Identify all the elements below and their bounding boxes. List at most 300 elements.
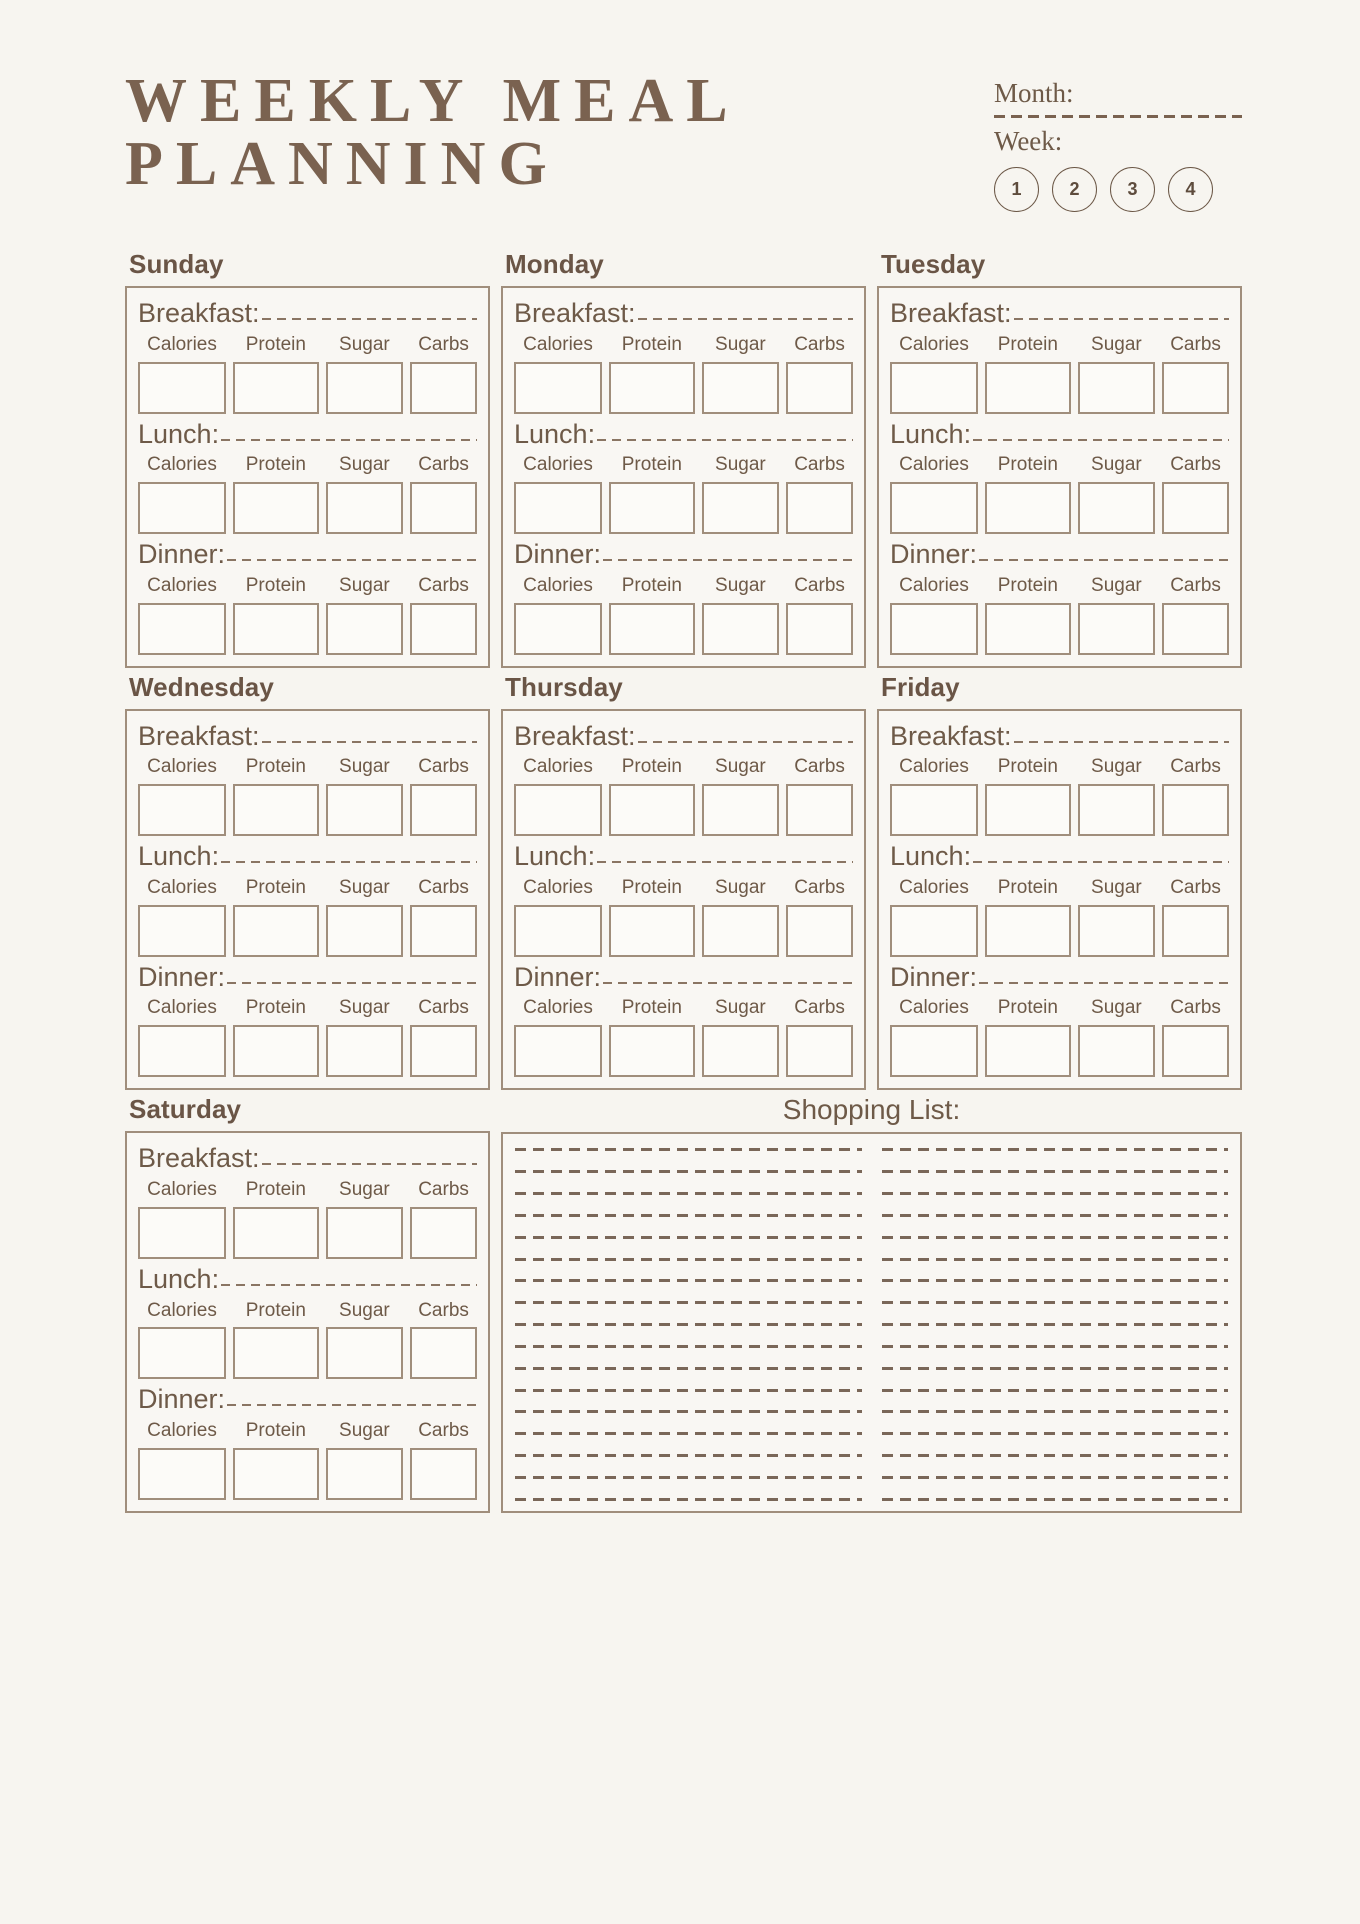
nutrient-input-box[interactable] [890,482,978,534]
shopping-list-line[interactable] [515,1192,862,1195]
nutrient-label: Carbs [418,333,469,355]
nutrient-input-box[interactable] [410,482,477,534]
nutrient-label: Protein [997,876,1058,898]
meal-input-line[interactable] [221,439,477,441]
nutrient-label: Carbs [1170,454,1221,476]
meal-section [890,418,1229,535]
shopping-list-line[interactable] [882,1192,1229,1195]
nutrient-input-box[interactable] [1078,482,1155,534]
nutrient-label-row [138,454,477,477]
nutrient-input-box[interactable] [233,1025,319,1077]
meal-input-line[interactable] [262,741,477,743]
nutrient-label: Calories [147,1299,217,1321]
nutrient-input-box[interactable] [326,784,403,836]
nutrient-label: Sugar [1091,454,1142,476]
meal-input-line[interactable] [262,1163,477,1165]
shopping-list-line[interactable] [515,1214,862,1217]
nutrient-label: Sugar [1091,333,1142,355]
nutrient-input-box[interactable] [985,905,1071,957]
nutrient-label: Calories [147,876,217,898]
nutrient-box-row [138,1025,477,1077]
week-number-2[interactable]: 2 [1052,167,1097,212]
meal-header [138,418,477,452]
nutrient-input-box[interactable] [702,603,779,655]
day-heading: Thursday [505,671,623,702]
meal-header [890,418,1229,452]
nutrient-label: Sugar [339,997,390,1019]
nutrient-input-box[interactable] [985,784,1071,836]
nutrient-box-row [890,784,1229,836]
meal-header [514,961,853,995]
meal-section [514,297,853,414]
nutrient-input-box[interactable] [890,905,978,957]
nutrient-label-row [514,997,853,1020]
day-card [125,286,490,668]
shopping-list-line[interactable] [515,1345,862,1348]
day-cell [877,245,1242,668]
meal-section [514,538,853,655]
nutrient-label-row [514,454,853,477]
nutrient-label: Protein [997,333,1058,355]
meal-input-line[interactable] [221,861,477,863]
nutrient-label: Sugar [339,876,390,898]
shopping-list-line[interactable] [882,1345,1229,1348]
shopping-list-line[interactable] [515,1170,862,1173]
nutrient-input-box[interactable] [1078,362,1155,414]
meal-section [890,720,1229,837]
nutrient-input-box[interactable] [233,1207,319,1259]
nutrient-label: Calories [523,454,593,476]
nutrient-input-box[interactable] [985,362,1071,414]
nutrient-input-box[interactable] [233,482,319,534]
nutrient-input-box[interactable] [138,1207,226,1259]
nutrient-input-box[interactable] [985,1025,1071,1077]
shopping-list-line[interactable] [882,1170,1229,1173]
nutrient-label: Protein [997,997,1058,1019]
nutrient-label: Sugar [1091,997,1142,1019]
nutrient-input-box[interactable] [138,1327,226,1379]
nutrient-box-row [514,905,853,957]
shopping-list-line[interactable] [882,1454,1229,1457]
nutrient-label: Calories [899,876,969,898]
nutrient-label-row [890,575,1229,598]
nutrient-input-box[interactable] [890,603,978,655]
shopping-list-line[interactable] [882,1498,1229,1501]
month-label: Month: [994,78,1074,108]
nutrient-label: Calories [147,1179,217,1201]
day-cell [877,668,1242,1091]
nutrient-input-box[interactable] [326,603,403,655]
nutrient-input-box[interactable] [410,1448,477,1500]
nutrient-label: Carbs [794,756,845,778]
nutrient-label: Calories [899,756,969,778]
shopping-list-line[interactable] [882,1323,1229,1326]
nutrient-input-box[interactable] [1078,603,1155,655]
meal-section [890,961,1229,1078]
meal-input-line[interactable] [597,439,853,441]
nutrient-label-row [890,877,1229,900]
nutrient-label: Sugar [1091,756,1142,778]
meal-section [138,297,477,414]
nutrient-box-row [890,905,1229,957]
meal-input-line[interactable] [597,861,853,863]
meal-input-line[interactable] [973,439,1229,441]
nutrient-input-box[interactable] [890,1025,978,1077]
nutrient-label-row [138,1179,477,1202]
nutrient-input-box[interactable] [326,1207,403,1259]
nutrient-label: Carbs [418,756,469,778]
meal-input-line[interactable] [227,1404,477,1406]
nutrient-input-box[interactable] [514,482,602,534]
meal-section [138,418,477,535]
nutrient-input-box[interactable] [786,362,853,414]
day-cell [125,668,490,1091]
nutrient-box-row [138,1207,477,1259]
nutrient-input-box[interactable] [326,362,403,414]
meal-section [138,840,477,957]
nutrient-label-row [890,756,1229,779]
nutrient-label: Carbs [794,876,845,898]
week-label: Week: [994,126,1063,157]
meal-label: Dinner: [890,539,978,570]
nutrient-label: Calories [147,997,217,1019]
meal-input-line[interactable] [638,318,853,320]
nutrient-input-box[interactable] [233,784,319,836]
nutrient-input-box[interactable] [609,482,695,534]
nutrient-input-box[interactable] [514,362,602,414]
nutrient-label: Sugar [715,756,766,778]
shopping-list-line[interactable] [515,1148,862,1151]
shopping-list-line[interactable] [882,1476,1229,1479]
day-heading: Sunday [129,249,224,279]
meal-input-line[interactable] [603,559,853,561]
meal-section [890,538,1229,655]
nutrient-input-box[interactable] [609,362,695,414]
meal-label: Breakfast: [890,298,1012,328]
nutrient-box-row [138,1448,477,1500]
nutrient-label: Carbs [418,876,469,898]
nutrient-label-row [138,575,477,598]
meal-input-line[interactable] [1014,741,1229,743]
shopping-list-line[interactable] [882,1148,1229,1151]
meal-section [138,1142,477,1259]
meal-input-line[interactable] [227,559,477,561]
nutrient-label: Calories [899,574,969,596]
meal-header [890,961,1229,995]
month-input-line[interactable] [994,115,1242,118]
nutrient-input-box[interactable] [786,784,853,836]
nutrient-input-box[interactable] [410,362,477,414]
meal-input-line[interactable] [262,318,477,320]
shopping-list-line[interactable] [515,1498,862,1501]
meal-section [138,538,477,655]
nutrient-input-box[interactable] [609,1025,695,1077]
meal-label: Lunch: [514,841,596,872]
nutrient-input-box[interactable] [514,1025,602,1077]
shopping-list-line[interactable] [515,1258,862,1261]
nutrient-label: Calories [147,333,217,355]
day-card [501,709,866,1091]
week-number-3[interactable]: 3 [1110,167,1155,212]
shopping-list-column [515,1148,862,1501]
meal-section [138,1383,477,1500]
week-number-1[interactable]: 1 [994,167,1039,212]
day-grid [125,245,1242,1513]
nutrient-label: Calories [147,454,217,476]
nutrient-label: Carbs [1170,756,1221,778]
nutrient-input-box[interactable] [138,784,226,836]
shopping-list-line[interactable] [882,1367,1229,1370]
nutrient-input-box[interactable] [1162,1025,1229,1077]
meal-label: Lunch: [138,418,220,449]
meal-label: Lunch: [514,418,596,449]
nutrient-input-box[interactable] [786,482,853,534]
nutrient-input-box[interactable] [410,1025,477,1077]
nutrient-label: Protein [997,454,1058,476]
nutrient-input-box[interactable] [1162,482,1229,534]
nutrient-input-box[interactable] [410,1327,477,1379]
shopping-list-box [501,1132,1242,1513]
nutrient-label: Protein [245,1299,306,1321]
nutrient-box-row [890,603,1229,655]
meal-label: Breakfast: [514,720,636,751]
nutrient-label-row [890,334,1229,357]
meal-input-line[interactable] [973,861,1229,863]
meal-header [138,720,477,754]
nutrient-input-box[interactable] [410,603,477,655]
meal-input-line[interactable] [638,741,853,743]
nutrient-input-box[interactable] [890,362,978,414]
nutrient-input-box[interactable] [326,482,403,534]
nutrient-input-box[interactable] [514,905,602,957]
shopping-list-column [882,1148,1229,1501]
nutrient-input-box[interactable] [233,1327,319,1379]
nutrient-input-box[interactable] [233,362,319,414]
shopping-list-line[interactable] [515,1323,862,1326]
nutrient-label: Carbs [418,1179,469,1201]
nutrient-label: Protein [245,1179,306,1201]
nutrient-input-box[interactable] [233,603,319,655]
meal-label: Breakfast: [138,1143,260,1174]
meal-section [138,961,477,1078]
meal-header [514,418,853,452]
nutrient-label: Carbs [794,333,845,355]
nutrient-label: Calories [523,876,593,898]
nutrient-input-box[interactable] [1162,603,1229,655]
day-card [125,1131,490,1513]
shopping-list-line[interactable] [515,1279,862,1282]
nutrient-input-box[interactable] [1162,784,1229,836]
nutrient-input-box[interactable] [702,784,779,836]
shopping-list-section [501,1090,1242,1513]
nutrient-label-row [138,997,477,1020]
nutrient-label: Calories [523,574,593,596]
meal-section [138,720,477,837]
nutrient-input-box[interactable] [786,905,853,957]
nutrient-label: Calories [523,756,593,778]
meal-label: Breakfast: [138,720,260,751]
nutrient-input-box[interactable] [702,482,779,534]
page-title-line-1: WEEKLY MEAL [125,67,741,135]
meal-label: Lunch: [138,841,220,872]
day-heading: Saturday [129,1094,242,1125]
shopping-list-line[interactable] [882,1301,1229,1304]
meal-label: Lunch: [138,1263,220,1294]
nutrient-input-box[interactable] [138,482,226,534]
shopping-list-line[interactable] [515,1432,862,1435]
meal-input-line[interactable] [1014,318,1229,320]
nutrient-input-box[interactable] [609,603,695,655]
shopping-list-line[interactable] [882,1236,1229,1239]
nutrient-label: Sugar [339,333,390,355]
meal-header [138,1263,477,1297]
shopping-list-line[interactable] [515,1301,862,1304]
shopping-list-line[interactable] [515,1367,862,1370]
day-card [877,709,1242,1091]
shopping-list-line[interactable] [882,1410,1229,1413]
nutrient-box-row [514,482,853,534]
nutrient-box-row [514,784,853,836]
nutrient-input-box[interactable] [138,905,226,957]
meal-label: Dinner: [514,539,602,570]
nutrient-box-row [890,1025,1229,1077]
nutrient-label: Sugar [339,756,390,778]
nutrient-input-box[interactable] [233,905,319,957]
nutrient-label: Sugar [1091,574,1142,596]
nutrient-input-box[interactable] [702,905,779,957]
meal-section [890,840,1229,957]
nutrient-label: Protein [245,756,306,778]
nutrient-box-row [890,482,1229,534]
nutrient-label: Protein [245,876,306,898]
nutrient-label: Calories [899,454,969,476]
month-week-block [994,60,1242,212]
meal-header [138,538,477,572]
nutrient-label-row [138,334,477,357]
meal-section [514,840,853,957]
meal-header [890,538,1229,572]
shopping-list-line[interactable] [515,1454,862,1457]
nutrient-label: Carbs [418,997,469,1019]
nutrient-input-box[interactable] [1078,905,1155,957]
meal-header [514,840,853,874]
nutrient-input-box[interactable] [985,603,1071,655]
nutrient-input-box[interactable] [233,1448,319,1500]
page-title-line-2: PLANNING [125,130,560,199]
nutrient-label: Protein [621,997,682,1019]
nutrient-input-box[interactable] [138,1448,226,1500]
nutrient-input-box[interactable] [410,784,477,836]
meal-input-line[interactable] [979,559,1229,561]
nutrient-input-box[interactable] [985,482,1071,534]
nutrient-label: Protein [997,574,1058,596]
nutrient-label: Carbs [794,997,845,1019]
nutrient-label: Carbs [1170,333,1221,355]
nutrient-label: Calories [523,997,593,1019]
nutrient-box-row [514,362,853,414]
nutrient-input-box[interactable] [326,1327,403,1379]
nutrient-label: Carbs [1170,876,1221,898]
day-cell [125,245,490,668]
meal-label: Breakfast: [890,720,1012,751]
nutrient-box-row [138,482,477,534]
nutrient-input-box[interactable] [1162,905,1229,957]
meal-input-line[interactable] [227,982,477,984]
shopping-list-line[interactable] [515,1476,862,1479]
week-number-4[interactable]: 4 [1168,167,1213,212]
nutrient-input-box[interactable] [514,784,602,836]
meal-header [514,538,853,572]
shopping-list-line[interactable] [515,1389,862,1392]
shopping-list-line[interactable] [882,1279,1229,1282]
day-heading: Wednesday [129,671,274,702]
shopping-list-line[interactable] [515,1410,862,1413]
nutrient-input-box[interactable] [890,784,978,836]
nutrient-label-row [890,997,1229,1020]
nutrient-label: Protein [245,574,306,596]
nutrient-label: Protein [245,997,306,1019]
nutrient-input-box[interactable] [410,905,477,957]
nutrient-input-box[interactable] [1078,1025,1155,1077]
shopping-list-line[interactable] [515,1236,862,1239]
nutrient-input-box[interactable] [410,1207,477,1259]
nutrient-input-box[interactable] [786,603,853,655]
nutrient-label: Carbs [794,454,845,476]
nutrient-label: Carbs [418,1420,469,1442]
nutrient-label: Protein [621,756,682,778]
meal-header [890,720,1229,754]
day-card [125,709,490,1091]
nutrient-label: Protein [621,454,682,476]
nutrient-input-box[interactable] [786,1025,853,1077]
nutrient-input-box[interactable] [609,784,695,836]
nutrient-input-box[interactable] [138,362,226,414]
nutrient-label: Sugar [715,333,766,355]
meal-header [138,840,477,874]
nutrient-label: Sugar [1091,876,1142,898]
nutrient-label-row [514,334,853,357]
nutrient-label: Sugar [339,1420,390,1442]
shopping-list-line[interactable] [882,1258,1229,1261]
nutrient-input-box[interactable] [138,1025,226,1077]
nutrient-label: Carbs [1170,574,1221,596]
nutrient-box-row [138,905,477,957]
nutrient-input-box[interactable] [326,905,403,957]
meal-input-line[interactable] [979,982,1229,984]
nutrient-label: Protein [245,1420,306,1442]
meal-input-line[interactable] [221,1284,477,1286]
nutrient-input-box[interactable] [514,603,602,655]
nutrient-input-box[interactable] [702,362,779,414]
meal-header [514,297,853,331]
shopping-list-line[interactable] [882,1214,1229,1217]
meal-label: Dinner: [138,961,226,992]
nutrient-input-box[interactable] [1162,362,1229,414]
day-cell [501,245,866,668]
nutrient-input-box[interactable] [138,603,226,655]
nutrient-input-box[interactable] [326,1025,403,1077]
meal-label: Dinner: [514,961,602,992]
nutrient-input-box[interactable] [1078,784,1155,836]
meal-input-line[interactable] [603,982,853,984]
nutrient-input-box[interactable] [326,1448,403,1500]
nutrient-label: Calories [523,333,593,355]
nutrient-input-box[interactable] [702,1025,779,1077]
shopping-list-line[interactable] [882,1389,1229,1392]
day-heading: Friday [881,671,960,702]
shopping-list-line[interactable] [882,1432,1229,1435]
nutrient-input-box[interactable] [609,905,695,957]
